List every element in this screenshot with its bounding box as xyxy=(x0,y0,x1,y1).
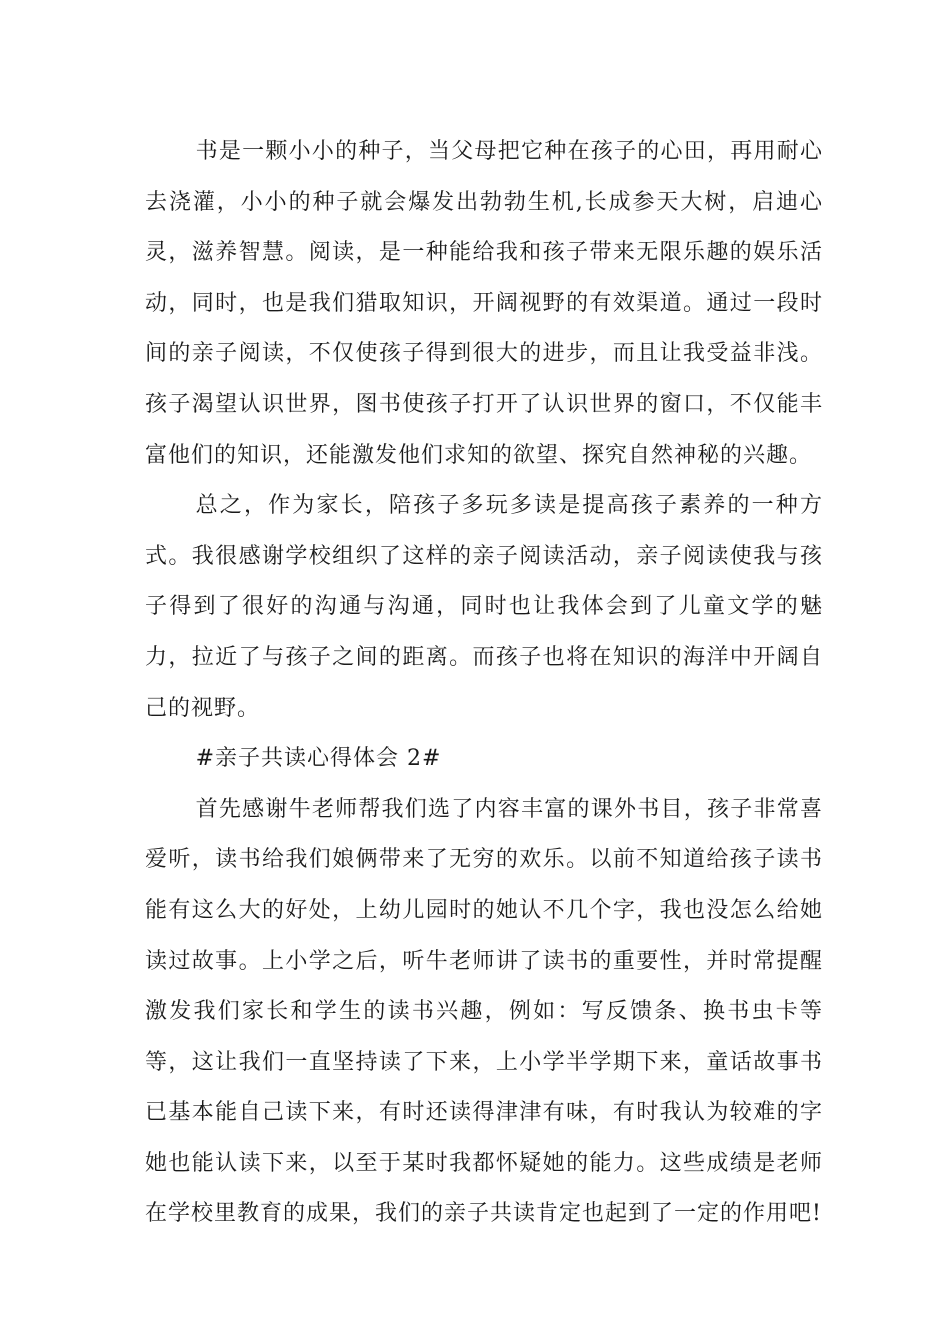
document-body xyxy=(145,127,823,1240)
section-heading: #亲子共读心得体会 2# xyxy=(195,746,442,772)
paragraph-reading-seed: 书是一颗小小的种子，当父母把它种在孩子的心田，再用耐心去浇灌，小小的种子就会爆发出勃勃生机,长成参天大树，启迪心灵，滋养智慧。阅读，是一种能给我和孩子带来无限乐趣的娱乐活动，同时，也是我们猎取知识，开阔视野的有效渠道。通过一段时间的亲子阅读，不仅使孩子得到很大的进步，而且让我受益非浅。孩子渴望认识世界，图书使孩子打开了认识世界的窗口，不仅能丰富他们的知识，还能激发他们求知的欲望、探究自然神秘的兴趣。 xyxy=(145,139,823,468)
paragraph-teacher-thanks: 首先感谢牛老师帮我们选了内容丰富的课外书目，孩子非常喜爱听，读书给我们娘俩带来了无穷的欢乐。以前不知道给孩子读书能有这么大的好处，上幼儿园时的她认不几个字，我也没怎么给她读过故事。上小学之后，听牛老师讲了读书的重要性，并时常提醒激发我们家长和学生的读书兴趣，例如：写反馈条、换书虫卡等等，这让我们一直坚持读了下来，上小学半学期下来，童话故事书已基本能自己读下来，有时还读得津津有味，有时我认为较难的字她也能认读下来，以至于某时我都怀疑她的能力。这些成绩是老师在学校里教育的成果，我们的亲子共读肯定也起到了一定的作用吧! xyxy=(145,796,823,1227)
paragraph-conclusion: 总之，作为家长，陪孩子多玩多读是提高孩子素养的一种方式。我很感谢学校组织了这样的亲子阅读活动，亲子阅读使我与孩子得到了很好的沟通与沟通，同时也让我体会到了儿童文学的魅力，拉近了与孩子之间的距离。而孩子也将在知识的海洋中开阔自己的视野。 xyxy=(145,493,823,721)
